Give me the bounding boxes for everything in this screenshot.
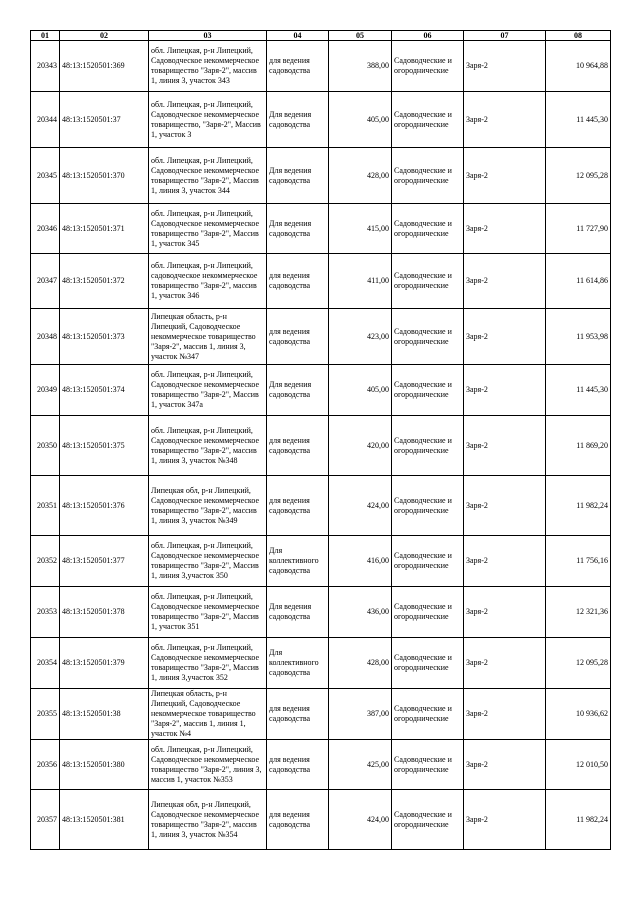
row-id-cell: 20347 — [31, 254, 60, 309]
land-category-cell: Садоводческие и огороднические — [392, 476, 464, 536]
land-category-cell: Садоводческие и огороднические — [392, 689, 464, 740]
table-row — [31, 92, 611, 148]
land-category-cell: Садоводческие и огороднические — [392, 204, 464, 254]
cadastral-number-cell: 48:13:1520501:38 — [60, 689, 149, 740]
row-id-cell: 20354 — [31, 638, 60, 689]
cadastral-number-cell: 48:13:1520501:380 — [60, 740, 149, 790]
permitted-use-cell: для ведения садоводства — [267, 41, 329, 92]
address-cell — [149, 587, 267, 638]
row-id-cell: 20349 — [31, 365, 60, 416]
table-row — [31, 638, 611, 689]
table-row — [31, 309, 611, 365]
address-text: обл. Липецкая, р-н Липецкий, Садоводческое некоммерческое товарищество "Заря-2", Массив 1, линия 3,участок 350 — [151, 541, 260, 580]
cadastral-value-cell: 11 982,24 — [546, 476, 611, 536]
cadastral-value-cell: 12 095,28 — [546, 638, 611, 689]
permitted-use-cell: для ведения садоводства — [267, 689, 329, 740]
land-category-cell: Садоводческие и огороднические — [392, 365, 464, 416]
settlement-name-cell: Заря-2 — [464, 254, 546, 309]
table-row — [31, 587, 611, 638]
table-row — [31, 148, 611, 204]
permitted-use-cell: Для ведения садоводства — [267, 365, 329, 416]
table-row — [31, 41, 611, 92]
row-id-cell: 20355 — [31, 689, 60, 740]
table-row — [31, 740, 611, 790]
row-id-cell: 20353 — [31, 587, 60, 638]
address-text: Липецкая область, р-н Липецкий, Садоводческое некоммерческое товарищество "Заря-2", массив 1, линия 3, участок №347 — [151, 311, 256, 361]
address-cell — [149, 689, 267, 740]
permitted-use-cell: Для коллективного садоводства — [267, 536, 329, 587]
land-category-cell: Садоводческие и огороднические — [392, 41, 464, 92]
area-cell: 423,00 — [329, 309, 392, 365]
address-text: обл. Липецкая, р-н Липецкий, Садоводческое некоммерческое товарищество "Заря-2", Массив 1, участок 351 — [151, 592, 260, 631]
address-text: Липецкая обл, р-н Липецкий, Садоводческое некоммерческое товарищество "Заря-2", массив 1, линия 3, участок №354 — [151, 799, 260, 839]
cadastral-value-cell: 11 869,20 — [546, 416, 611, 476]
address-cell — [149, 41, 267, 92]
address-text: обл. Липецкая, р-н Липецкий, Садоводческое некоммерческое товарищество "Заря-2", массив 1, линия 3, участок №348 — [151, 425, 260, 465]
table-row — [31, 365, 611, 416]
settlement-name-cell: Заря-2 — [464, 536, 546, 587]
table-header — [31, 31, 611, 41]
cadastral-value-cell: 10 964,88 — [546, 41, 611, 92]
table-row — [31, 416, 611, 476]
area-cell: 416,00 — [329, 536, 392, 587]
cadastral-value-cell: 10 936,62 — [546, 689, 611, 740]
area-cell: 405,00 — [329, 92, 392, 148]
cadastral-number-cell: 48:13:1520501:374 — [60, 365, 149, 416]
area-cell: 420,00 — [329, 416, 392, 476]
table-row — [31, 790, 611, 850]
cadastral-value-cell: 11 756,16 — [546, 536, 611, 587]
row-id-cell: 20344 — [31, 92, 60, 148]
permitted-use-cell: для ведения садоводства — [267, 790, 329, 850]
column-header-03: 03 — [149, 31, 267, 41]
row-id-cell: 20343 — [31, 41, 60, 92]
column-header-07: 07 — [464, 31, 546, 41]
area-cell: 428,00 — [329, 638, 392, 689]
table-row — [31, 204, 611, 254]
row-id-cell: 20345 — [31, 148, 60, 204]
column-header-01: 01 — [31, 31, 60, 41]
cadastral-number-cell: 48:13:1520501:370 — [60, 148, 149, 204]
column-header-05: 05 — [329, 31, 392, 41]
address-cell — [149, 148, 267, 204]
area-cell: 411,00 — [329, 254, 392, 309]
cadastral-number-cell: 48:13:1520501:378 — [60, 587, 149, 638]
row-id-cell: 20348 — [31, 309, 60, 365]
cadastral-value-cell: 12 010,50 — [546, 740, 611, 790]
settlement-name-cell: Заря-2 — [464, 365, 546, 416]
address-cell — [149, 740, 267, 790]
cadastral-number-cell: 48:13:1520501:381 — [60, 790, 149, 850]
address-cell — [149, 476, 267, 536]
area-cell: 388,00 — [329, 41, 392, 92]
cadastral-value-cell: 12 095,28 — [546, 148, 611, 204]
cadastral-number-cell: 48:13:1520501:376 — [60, 476, 149, 536]
settlement-name-cell: Заря-2 — [464, 689, 546, 740]
land-category-cell: Садоводческие и огороднические — [392, 638, 464, 689]
column-header-02: 02 — [60, 31, 149, 41]
address-text: обл. Липецкая, р-н Липецкий, Садоводческое некоммерческое товарищество, "Заря-2", Массив 1, участок 3 — [151, 99, 261, 139]
permitted-use-cell: для ведения садоводства — [267, 309, 329, 365]
table-row — [31, 689, 611, 740]
permitted-use-cell: для ведения садоводства — [267, 740, 329, 790]
address-cell — [149, 416, 267, 476]
cadastral-number-cell: 48:13:1520501:369 — [60, 41, 149, 92]
address-text: обл. Липецкая, р-н Липецкий, Садоводческое некоммерческое товарищество "Заря-2", Массив 1, участок 345 — [151, 208, 260, 248]
settlement-name-cell: Заря-2 — [464, 204, 546, 254]
column-header-04: 04 — [267, 31, 329, 41]
settlement-name-cell: Заря-2 — [464, 41, 546, 92]
land-category-cell: Садоводческие и огороднические — [392, 790, 464, 850]
settlement-name-cell: Заря-2 — [464, 92, 546, 148]
permitted-use-cell: для ведения садоводства — [267, 416, 329, 476]
cadastral-value-cell: 11 614,86 — [546, 254, 611, 309]
settlement-name-cell: Заря-2 — [464, 638, 546, 689]
settlement-name-cell: Заря-2 — [464, 476, 546, 536]
cadastral-number-cell: 48:13:1520501:371 — [60, 204, 149, 254]
settlement-name-cell: Заря-2 — [464, 790, 546, 850]
permitted-use-cell: для ведения садоводства — [267, 254, 329, 309]
cadastral-value-cell: 11 982,24 — [546, 790, 611, 850]
table-row — [31, 254, 611, 309]
address-cell — [149, 790, 267, 850]
row-id-cell: 20351 — [31, 476, 60, 536]
address-text: обл. Липецкая, р-н Липецкий, Садоводческое некоммерческое товарищество "Заря-2", Массив 1, линия 3, участок 344 — [151, 155, 260, 195]
row-id-cell: 20352 — [31, 536, 60, 587]
row-id-cell: 20357 — [31, 790, 60, 850]
area-cell: 415,00 — [329, 204, 392, 254]
area-cell: 436,00 — [329, 587, 392, 638]
cadastral-value-cell: 11 953,98 — [546, 309, 611, 365]
row-id-cell: 20350 — [31, 416, 60, 476]
cadastral-value-cell: 12 321,36 — [546, 587, 611, 638]
permitted-use-cell: Для ведения садоводства — [267, 587, 329, 638]
settlement-name-cell: Заря-2 — [464, 416, 546, 476]
address-text: обл. Липецкая, р-н Липецкий, Садоводческое некоммерческое товарищество "Заря-2", массив 1, линия 3, участок 343 — [151, 46, 260, 85]
row-id-cell: 20356 — [31, 740, 60, 790]
header-row — [31, 31, 611, 41]
permitted-use-cell: Для ведения садоводства — [267, 92, 329, 148]
land-category-cell: Садоводческие и огороднические — [392, 416, 464, 476]
cadastral-number-cell: 48:13:1520501:379 — [60, 638, 149, 689]
cadastral-number-cell: 48:13:1520501:372 — [60, 254, 149, 309]
address-text: Липецкая обл, р-н Липецкий, Садоводческое некоммерческое товарищество "Заря-2", массив 1, линия 3, участок №349 — [151, 485, 260, 525]
area-cell: 428,00 — [329, 148, 392, 204]
land-category-cell: Садоводческие и огороднические — [392, 587, 464, 638]
column-header-08: 08 — [546, 31, 611, 41]
column-header-06: 06 — [392, 31, 464, 41]
area-cell: 424,00 — [329, 476, 392, 536]
address-cell — [149, 92, 267, 148]
table-row — [31, 536, 611, 587]
permitted-use-cell: для ведения садоводства — [267, 476, 329, 536]
cadastral-table — [30, 30, 611, 850]
table-row — [31, 476, 611, 536]
row-id-cell: 20346 — [31, 204, 60, 254]
cadastral-number-cell: 48:13:1520501:377 — [60, 536, 149, 587]
address-text: обл. Липецкая, р-н Липецкий, садоводческое некоммерческое товарищество "Заря-2", массив 1, участок 346 — [151, 261, 258, 300]
area-cell: 405,00 — [329, 365, 392, 416]
permitted-use-cell: Для ведения садоводства — [267, 204, 329, 254]
land-category-cell: Садоводческие и огороднические — [392, 92, 464, 148]
land-category-cell: Садоводческие и огороднические — [392, 254, 464, 309]
cadastral-value-cell: 11 445,30 — [546, 365, 611, 416]
address-cell — [149, 309, 267, 365]
cadastral-number-cell: 48:13:1520501:37 — [60, 92, 149, 148]
address-cell — [149, 638, 267, 689]
settlement-name-cell: Заря-2 — [464, 740, 546, 790]
land-category-cell: Садоводческие и огороднические — [392, 309, 464, 365]
address-text: обл. Липецкая, р-н Липецкий, Садоводческое некоммерческое товарищество "Заря-2", Массив 1, линия 3,участок 352 — [151, 643, 260, 682]
address-cell — [149, 365, 267, 416]
settlement-name-cell: Заря-2 — [464, 587, 546, 638]
address-cell — [149, 536, 267, 587]
settlement-name-cell: Заря-2 — [464, 148, 546, 204]
cadastral-value-cell: 11 727,90 — [546, 204, 611, 254]
cadastral-number-cell: 48:13:1520501:375 — [60, 416, 149, 476]
area-cell: 425,00 — [329, 740, 392, 790]
address-cell — [149, 254, 267, 309]
area-cell: 424,00 — [329, 790, 392, 850]
area-cell: 387,00 — [329, 689, 392, 740]
address-cell — [149, 204, 267, 254]
cadastral-number-cell: 48:13:1520501:373 — [60, 309, 149, 365]
address-text: обл. Липецкая, р-н Липецкий, Садоводческое некоммерческое товарищество "Заря-2", Массив 1, участок 347а — [151, 370, 260, 409]
address-text: Липецкая область, р-н Липецкий, Садоводческое некоммерческое товарищество "Заря-2", массив 1, линия 1, участок №4 — [151, 689, 256, 738]
settlement-name-cell: Заря-2 — [464, 309, 546, 365]
land-category-cell: Садоводческие и огороднические — [392, 148, 464, 204]
land-category-cell: Садоводческие и огороднические — [392, 740, 464, 790]
table-body — [31, 41, 611, 850]
land-category-cell: Садоводческие и огороднические — [392, 536, 464, 587]
address-text: обл. Липецкая, р-н Липецкий, Садоводческое некоммерческое товарищество "Заря-2", линия 3, массив 1, участок №353 — [151, 744, 262, 784]
permitted-use-cell: Для ведения садоводства — [267, 148, 329, 204]
cadastral-value-cell: 11 445,30 — [546, 92, 611, 148]
permitted-use-cell: Для коллективного садоводства — [267, 638, 329, 689]
